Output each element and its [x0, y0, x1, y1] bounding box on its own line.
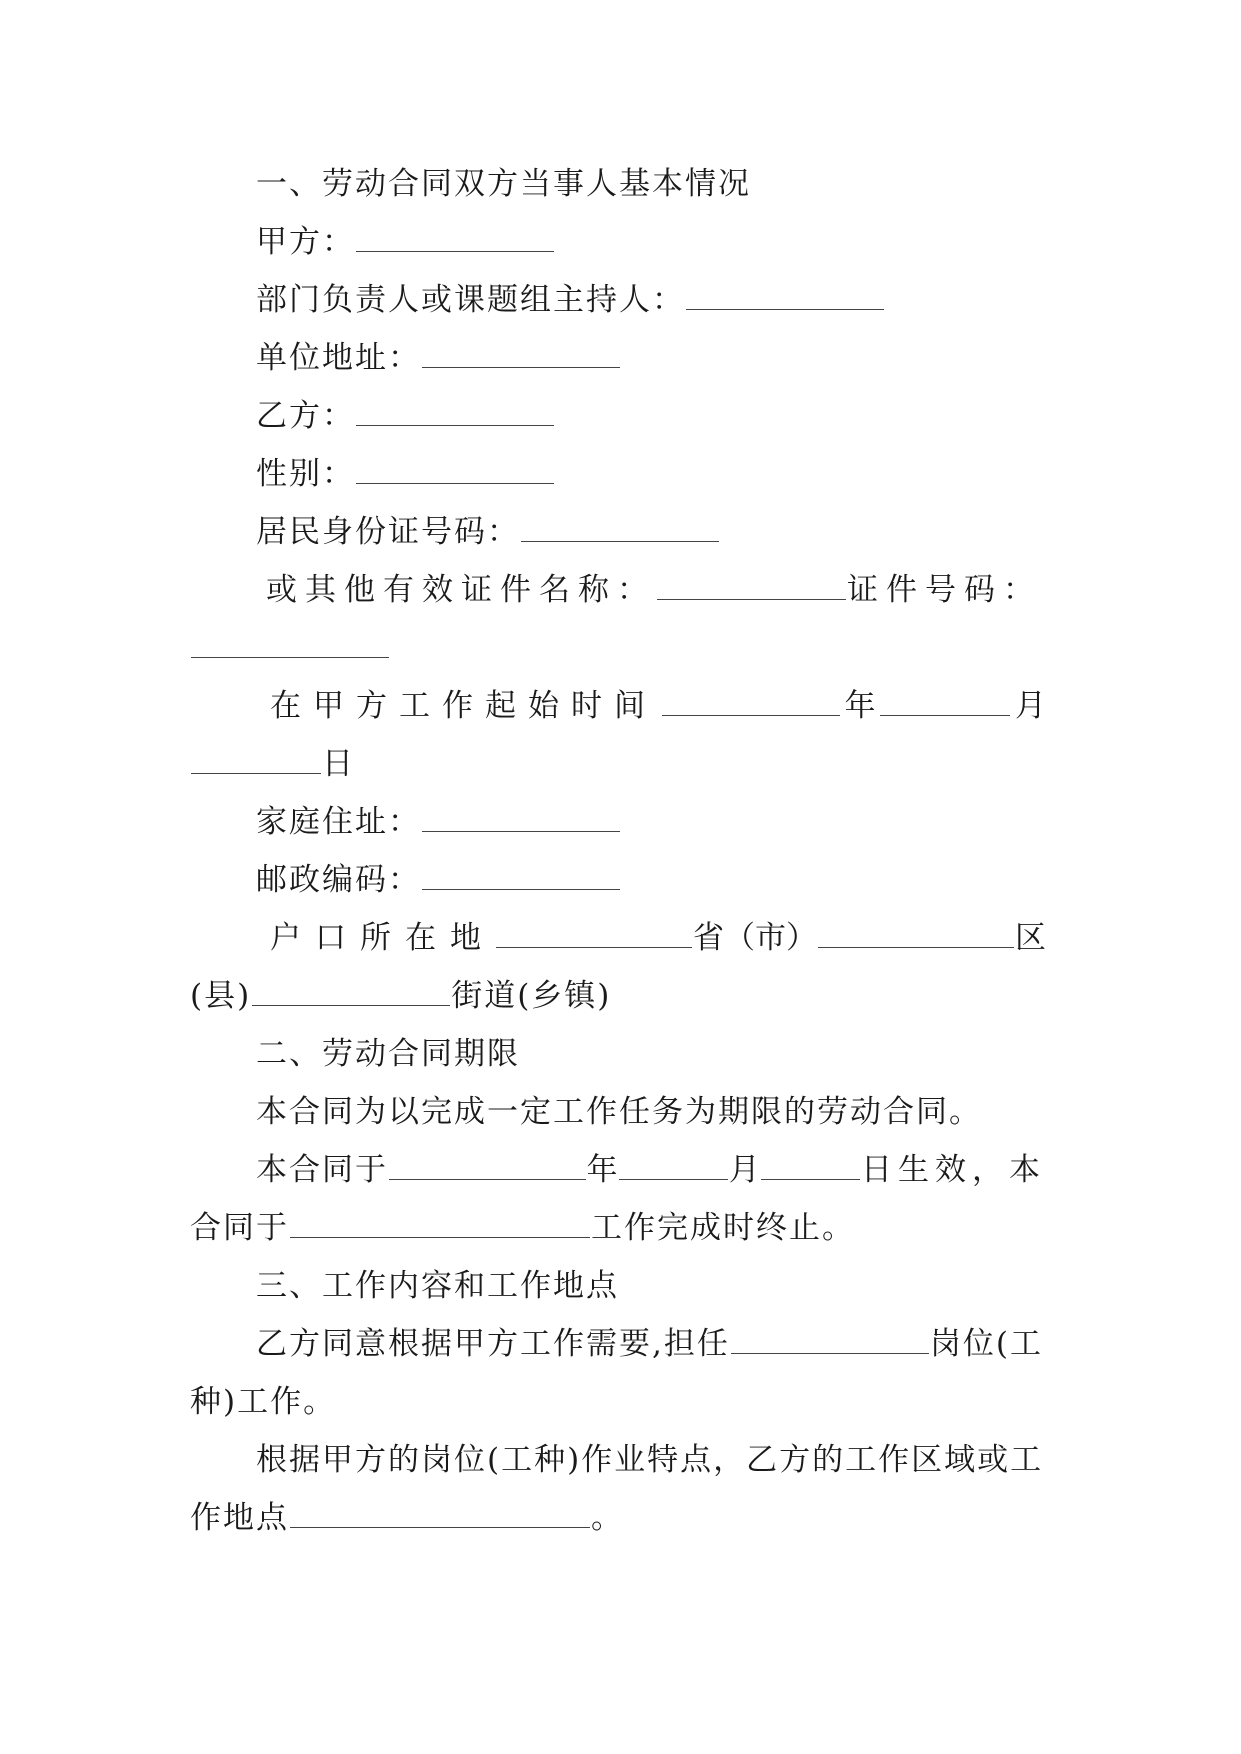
work-area-suffix: 。: [591, 1500, 624, 1536]
district-label: 区: [1015, 920, 1046, 956]
start-year-label: 年: [844, 688, 876, 724]
postcode-label: 邮政编码：: [256, 862, 421, 898]
gender-row: [256, 454, 555, 494]
gender-label: 性别：: [256, 456, 355, 492]
effective-day-blank[interactable]: [761, 1151, 860, 1180]
section1-heading: 一、劳动合同双方当事人基本情况: [256, 166, 751, 202]
terminate-row: [190, 1208, 855, 1248]
effective-year-label: 年: [586, 1152, 618, 1188]
position-cont: 种)工作。: [190, 1384, 337, 1420]
work-area-blank[interactable]: [290, 1499, 590, 1528]
dept-head-blank[interactable]: [686, 281, 884, 310]
work-area-row: [190, 1498, 624, 1538]
postcode-blank[interactable]: [422, 861, 620, 890]
postcode-row: [256, 860, 621, 900]
dept-head-row: [256, 280, 885, 320]
other-id-name-label: 或其他有效证件名称：: [266, 572, 656, 608]
effective-year-blank[interactable]: [389, 1151, 586, 1180]
party-b-label: 乙方：: [256, 398, 355, 434]
unit-address-row: [256, 338, 621, 378]
start-day-row: [190, 744, 355, 784]
home-address-row: [256, 802, 621, 842]
other-id-number-blank[interactable]: [191, 629, 389, 658]
street-label: 街道(乡镇): [451, 978, 612, 1014]
party-b-row: [256, 396, 555, 436]
start-time-label: 在甲方工作起始时间: [270, 688, 657, 724]
party-b-blank[interactable]: [356, 397, 554, 426]
unit-address-label: 单位地址：: [256, 340, 421, 376]
start-month-blank[interactable]: [880, 687, 1010, 716]
effective-suffix: 日生效，本: [861, 1152, 1046, 1188]
terminate-prefix: 合同于: [190, 1210, 289, 1246]
terminate-suffix: 工作完成时终止。: [591, 1210, 855, 1246]
gender-blank[interactable]: [356, 455, 554, 484]
position-prefix: 乙方同意根据甲方工作需要,担任: [256, 1326, 730, 1362]
home-address-label: 家庭住址：: [256, 804, 421, 840]
dept-head-label: 部门负责人或课题组主持人：: [256, 282, 685, 318]
hukou-street-row: [190, 976, 611, 1016]
section2-heading: 二、劳动合同期限: [256, 1036, 520, 1072]
effective-month-label: 月: [728, 1152, 760, 1188]
other-id-row: [266, 570, 1042, 610]
party-a-blank[interactable]: [356, 223, 554, 252]
start-day-label: 日: [322, 746, 355, 782]
position-blank[interactable]: [731, 1325, 929, 1354]
position-suffix: 岗位(工: [929, 1326, 1043, 1362]
hukou-district-blank[interactable]: [818, 919, 1014, 948]
start-time-row: [270, 686, 1046, 726]
start-day-blank[interactable]: [191, 745, 321, 774]
party-a-label: 甲方：: [256, 224, 355, 260]
hukou-row: [270, 918, 1046, 958]
unit-address-blank[interactable]: [422, 339, 620, 368]
hukou-province-blank[interactable]: [496, 919, 692, 948]
effective-row: [256, 1150, 1046, 1190]
start-year-blank[interactable]: [662, 687, 840, 716]
other-id-number-row: [190, 628, 390, 668]
section3-heading: 三、工作内容和工作地点: [256, 1268, 619, 1304]
other-id-number-label: 证件号码：: [847, 572, 1042, 608]
work-area-line1: 根据甲方的岗位(工种)作业特点，乙方的工作区域或工: [256, 1442, 1044, 1478]
county-label: (县): [190, 978, 252, 1014]
id-number-label: 居民身份证号码：: [256, 514, 520, 550]
terminate-blank[interactable]: [290, 1209, 590, 1238]
position-row: [256, 1324, 1043, 1364]
home-address-blank[interactable]: [422, 803, 620, 832]
contract-type-text: 本合同为以完成一定工作任务为期限的劳动合同。: [256, 1094, 982, 1130]
id-number-row: [256, 512, 720, 552]
other-id-name-blank[interactable]: [657, 571, 846, 600]
party-a-row: [256, 222, 555, 262]
hukou-county-blank[interactable]: [252, 977, 450, 1006]
start-month-label: 月: [1015, 688, 1046, 724]
province-label: 省（市）: [693, 920, 817, 956]
id-number-blank[interactable]: [521, 513, 719, 542]
hukou-label: 户口所在地: [270, 920, 495, 956]
effective-month-blank[interactable]: [619, 1151, 728, 1180]
effective-prefix: 本合同于: [256, 1152, 388, 1188]
work-area-prefix: 作地点: [190, 1500, 289, 1536]
